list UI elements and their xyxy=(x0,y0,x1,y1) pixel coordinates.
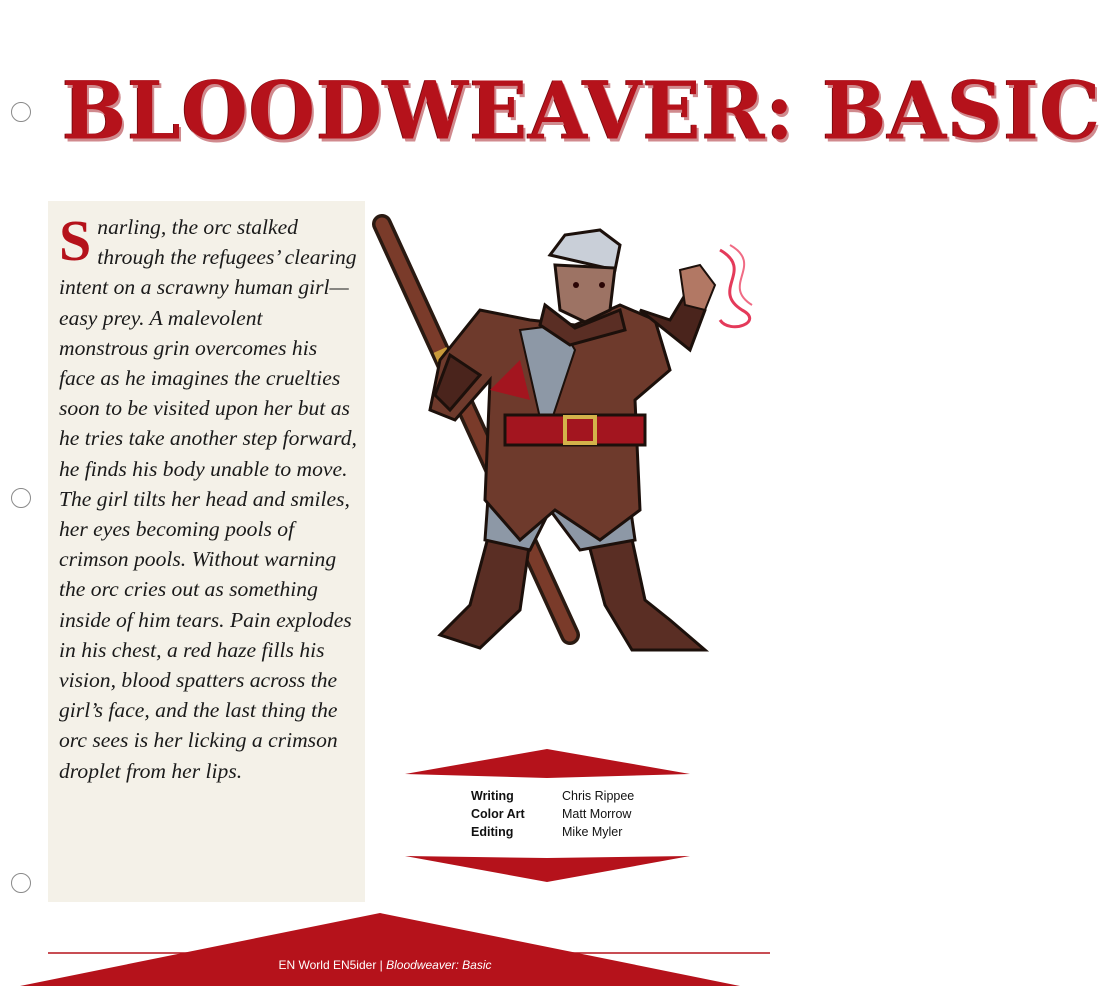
sidebar-story xyxy=(59,208,357,786)
credit-name: Mike Myler xyxy=(562,825,623,839)
footer-separator: | xyxy=(376,958,387,972)
binder-hole-middle xyxy=(11,488,31,508)
footer-article: Bloodweaver: Basic xyxy=(386,958,492,972)
credit-name: Chris Rippee xyxy=(562,789,635,803)
footer-publication: EN World EN5ider xyxy=(278,958,377,972)
footer-text xyxy=(0,958,770,972)
drop-cap: S xyxy=(59,208,92,273)
credit-row xyxy=(471,805,634,823)
head-image xyxy=(540,230,625,345)
binder-hole-top xyxy=(11,102,31,122)
credit-role: Editing xyxy=(471,825,514,839)
credit-name: Matt Morrow xyxy=(562,807,632,821)
credits-band-top xyxy=(405,749,690,784)
binder-hole-bottom xyxy=(11,873,31,893)
credit-role: Color Art xyxy=(471,807,525,821)
blood-magic-swirl xyxy=(720,245,752,327)
credits-block xyxy=(471,787,634,841)
page-title: BLOODWEAVER: BASIC xyxy=(62,63,1101,158)
credit-role: Writing xyxy=(471,789,514,803)
credits-band-bottom xyxy=(405,852,690,887)
footer-banner xyxy=(0,905,770,996)
orc-illustration xyxy=(370,210,765,665)
credit-row xyxy=(471,823,634,841)
story-text: narling, the orc stalked through the refugees’ clearing intent on a scrawny human girl—easy prey. A malevolent monstrous grin overcomes his face as he imagines the cruelties soon to be visited upon her but as he tries take another step forward, he finds his body unable to move. The girl tilts her head and smiles, her eyes becoming pools of crimson pools. Without warning the orc cries out as something inside of him tears. Pain explodes in his chest, a red haze fills his vision, blood spatters across the girl’s face, and the last thing the orc sees is her licking a crimson droplet from her lips. xyxy=(59,215,357,783)
credit-row xyxy=(471,787,634,805)
